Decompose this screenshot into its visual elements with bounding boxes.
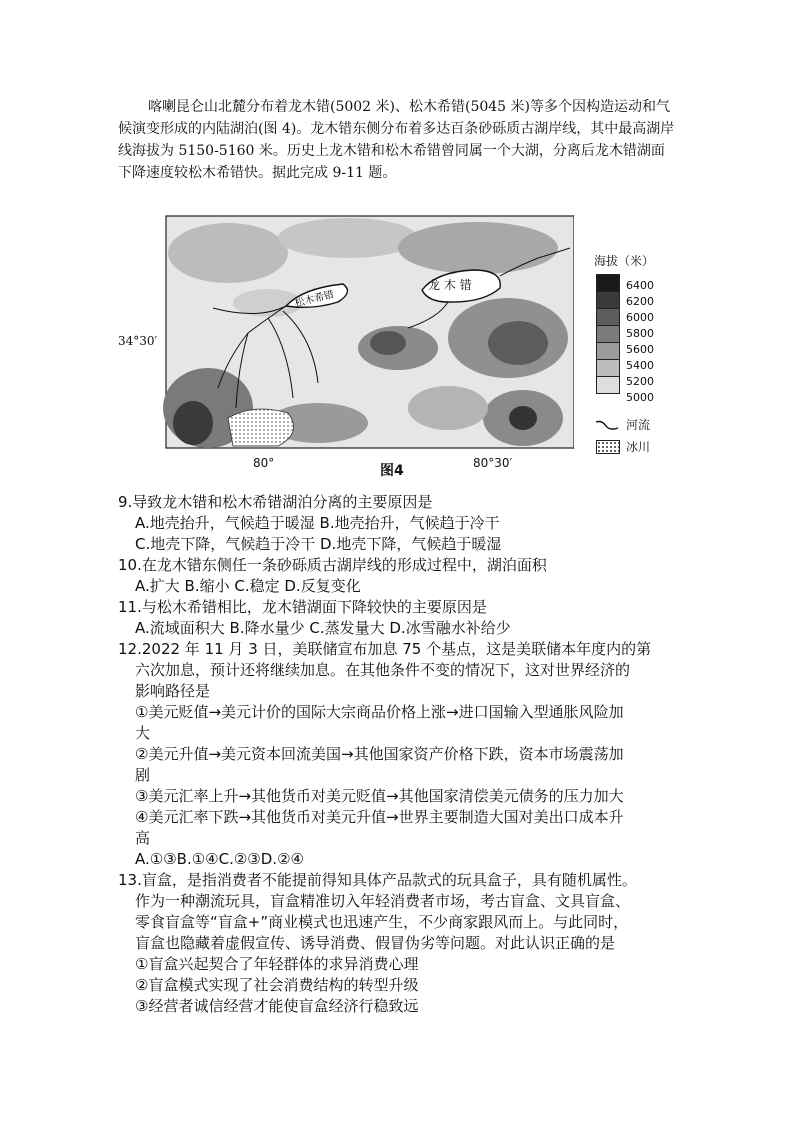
elevation-legend bbox=[596, 274, 620, 394]
question-10-options: A.扩大 B.缩小 C.稳定 D.反复变化 bbox=[135, 577, 361, 595]
legend-value: 5400 bbox=[626, 359, 654, 372]
legend-value: 6000 bbox=[626, 311, 654, 324]
question-12-statement-4-cont: 高 bbox=[135, 829, 151, 847]
question-9 bbox=[118, 492, 678, 555]
question-9-options-ab: A.地壳抬升，气候趋于暖湿 B.地壳抬升，气候趋于冷干 bbox=[135, 514, 500, 532]
question-12-stem-line1: 12.2022 年 11 月 3 日，美联储宣布加息 75 个基点，这是美联储本年度内的第 bbox=[118, 640, 652, 658]
legend-swatch bbox=[596, 292, 620, 309]
question-12-statement-2: ②美元升值→美元资本回流美国→其他国家资产价格下跌，资本市场震荡加 bbox=[135, 745, 624, 763]
legend-value: 5800 bbox=[626, 327, 654, 340]
question-13-statement-1: ①盲盒兴起契合了年轻群体的求异消费心理 bbox=[135, 955, 419, 973]
glacier-legend-icon bbox=[596, 440, 620, 454]
question-12-statement-2-cont: 剧 bbox=[135, 766, 151, 784]
question-12-statement-3: ③美元汇率上升→其他货币对美元贬值→其他国家清偿美元债务的压力加大 bbox=[135, 787, 624, 805]
longitude-label-80: 80° bbox=[253, 456, 275, 470]
legend-river-label: 河流 bbox=[626, 418, 651, 432]
question-13-statement-2: ②盲盒模式实现了社会消费结构的转型升级 bbox=[135, 976, 419, 994]
question-12 bbox=[118, 639, 678, 870]
legend-title: 海拔（米） bbox=[594, 254, 655, 268]
question-9-stem: 9.导致龙木错和松木希错湖泊分离的主要原因是 bbox=[118, 493, 433, 511]
question-12-options: A.①③B.①④C.②③D.②④ bbox=[135, 850, 304, 868]
question-12-statement-1-cont: 大 bbox=[135, 724, 151, 742]
lake-longmu-label: 龙 木 错 bbox=[428, 278, 472, 292]
question-12-stem-line2: 六次加息，预计还将继续加息。在其他条件不变的情况下，这对世界经济的 bbox=[135, 661, 631, 679]
question-13 bbox=[118, 870, 678, 1017]
latitude-label: 34°30′ bbox=[118, 334, 158, 348]
legend-swatch bbox=[596, 377, 620, 394]
question-13-statement-3: ③经营者诚信经营才能使盲盒经济行稳致远 bbox=[135, 997, 419, 1015]
legend-swatch bbox=[596, 326, 620, 343]
legend-value: 5600 bbox=[626, 343, 654, 356]
question-12-statement-4: ④美元汇率下跌→其他货币对美元升值→世界主要制造大国对美出口成本升 bbox=[135, 808, 624, 826]
glacier-area bbox=[228, 409, 294, 446]
legend-value: 5200 bbox=[626, 375, 654, 388]
question-9-options-cd: C.地壳下降，气候趋于冷干 D.地壳下降，气候趋于暖湿 bbox=[135, 535, 502, 553]
question-10 bbox=[118, 555, 678, 597]
question-10-stem: 10.在龙木错东侧任一条砂砾质古湖岸线的形成过程中，湖泊面积 bbox=[118, 556, 547, 574]
question-11-stem: 11.与松木希错相比，龙木错湖面下降较快的主要原因是 bbox=[118, 598, 487, 616]
question-11 bbox=[118, 597, 678, 639]
figure-caption: 图4 bbox=[380, 463, 404, 479]
question-13-stem-line4: 盲盒也隐藏着虚假宣传、诱导消费、假冒伪劣等问题。对此认识正确的是 bbox=[135, 934, 616, 952]
terrain-map bbox=[118, 208, 678, 484]
question-13-stem-line1: 13.盲盒，是指消费者不能提前得知具体产品款式的玩具盒子，具有随机属性。 bbox=[118, 871, 637, 889]
legend-swatch bbox=[596, 360, 620, 377]
intro-passage bbox=[118, 96, 678, 184]
figure-4-map bbox=[118, 208, 678, 484]
legend-swatch bbox=[596, 274, 620, 292]
question-13-stem-line2: 作为一种潮流玩具，盲盒精准切入年轻消费者市场，考古盲盒、文具盲盒、 bbox=[135, 892, 631, 910]
question-12-statement-1: ①美元贬值→美元计价的国际大宗商品价格上涨→进口国输入型通胀风险加 bbox=[135, 703, 624, 721]
legend-value: 5000 bbox=[626, 391, 654, 404]
legend-values bbox=[626, 278, 654, 406]
legend-swatch bbox=[596, 309, 620, 326]
legend-swatch bbox=[596, 343, 620, 360]
longitude-label-80-30: 80°30′ bbox=[473, 456, 513, 470]
intro-text: 喀喇昆仑山北麓分布着龙木错(5002 米)、松木希错(5045 米)等多个因构造运动和气候演变形成的内陆湖泊(图 4)。龙木错东侧分布着多达百条砂砾质古湖岸线，其中最高湖岸线海拔为 5150-5160 米。历史上龙木错和松木希错曾同属一个大湖，分离后龙木错湖面下降速度较松木希错快。据此完成 9-11 题。 bbox=[118, 99, 675, 181]
river-legend-icon bbox=[594, 418, 620, 432]
legend-glacier-label: 冰川 bbox=[626, 440, 651, 454]
question-12-stem-line3: 影响路径是 bbox=[135, 682, 211, 700]
lake-songmuxi-label: 松木希错 bbox=[293, 289, 336, 310]
legend-value: 6200 bbox=[626, 295, 654, 308]
question-13-stem-line3: 零食盲盒等“盲盒+”商业模式也迅速产生，不少商家跟风而上。与此同时， bbox=[135, 913, 629, 931]
legend-value: 6400 bbox=[626, 279, 654, 292]
question-11-options: A.流域面积大 B.降水量少 C.蒸发量大 D.冰雪融水补给少 bbox=[135, 619, 511, 637]
